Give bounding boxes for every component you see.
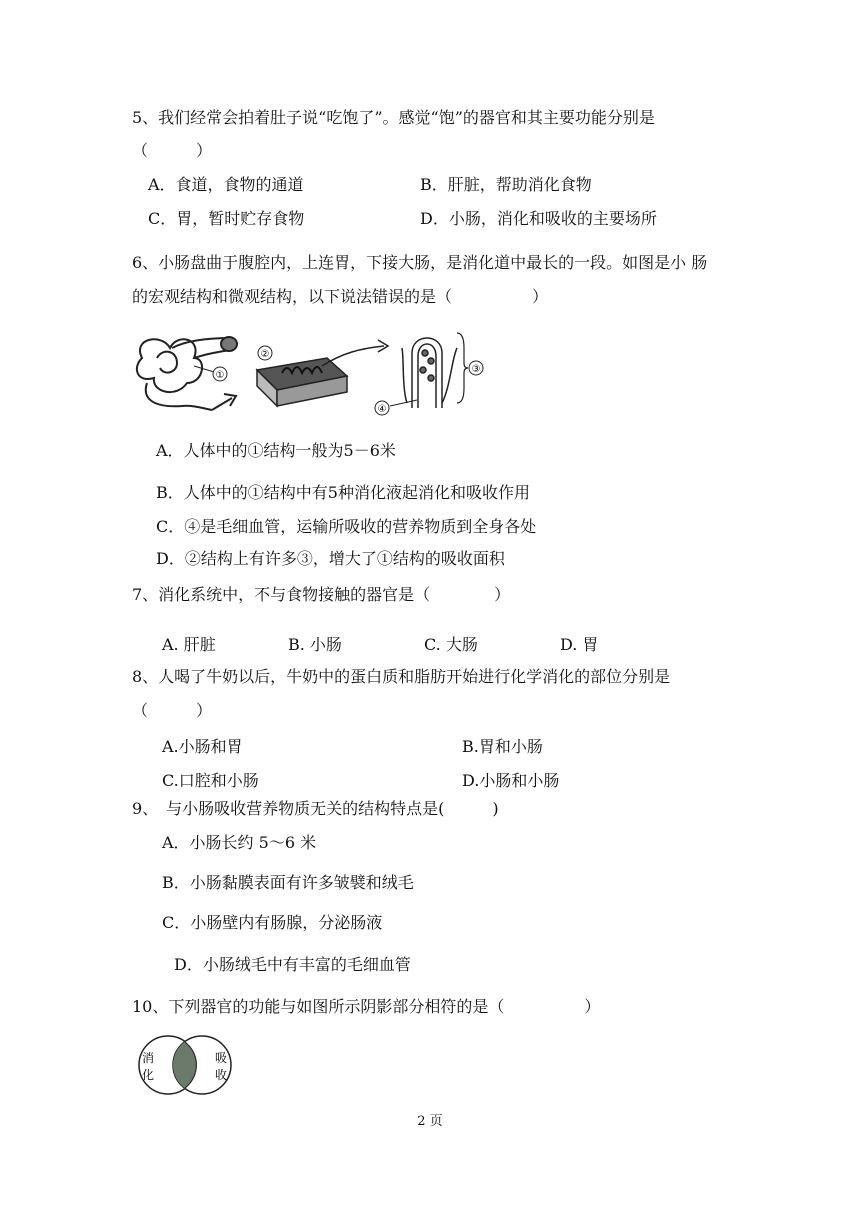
q9-option-a: A．小肠长约 5～6 米 xyxy=(162,833,317,852)
label-1-leader xyxy=(194,366,214,372)
q9-option-c: C．小肠壁内有肠腺，分泌肠液 xyxy=(162,913,383,932)
q8-option-d: D.小肠和小肠 xyxy=(462,771,560,790)
q10-stem: 10、下列器官的功能与如图所示阴影部分相符的是（ ） xyxy=(132,997,601,1016)
villus-drawing xyxy=(402,338,457,408)
q8-option-c: C.口腔和小肠 xyxy=(162,771,259,790)
q6-option-a: A．人体中的①结构一般为5－6米 xyxy=(156,441,396,460)
venn-right-char-1: 吸 xyxy=(214,1051,228,1065)
q8-stem-line2: （ ） xyxy=(132,701,213,720)
q7-stem: 7、消化系统中，不与食物接触的器官是（ ） xyxy=(132,585,511,604)
q7-option-d: D. 胃 xyxy=(560,635,599,654)
q7-option-b: B. 小肠 xyxy=(288,635,342,654)
q8-option-a: A.小肠和胃 xyxy=(162,737,243,756)
q6-option-d: D．②结构上有许多③，增大了①结构的吸收面积 xyxy=(156,549,505,568)
q9-stem: 9、 与小肠吸收营养物质无关的结构特点是( ) xyxy=(132,799,499,818)
q5-option-b: B．肝脏，帮助消化食物 xyxy=(420,175,592,194)
q6-stem-line2: 的宏观结构和微观结构，以下说法错误的是（ ） xyxy=(132,287,549,306)
venn-right-char-2: 收 xyxy=(214,1068,228,1082)
label-2: ② xyxy=(260,349,270,360)
q7-option-c: C. 大肠 xyxy=(424,635,478,654)
villus-bracket xyxy=(457,333,468,403)
venn-left-char-1: 消 xyxy=(141,1051,155,1065)
q9-option-b: B．小肠黏膜表面有许多皱襞和绒毛 xyxy=(162,873,414,892)
label-4: ④ xyxy=(377,404,387,415)
q6-option-b: B．人体中的①结构中有5种消化液起消化和吸收作用 xyxy=(156,483,530,502)
mucosa-block-drawing xyxy=(257,358,347,406)
page-number: 2 页 xyxy=(417,1114,443,1129)
q8-option-b: B.胃和小肠 xyxy=(462,737,543,756)
q5-stem-line2: （ ） xyxy=(132,141,213,160)
label-4-leader xyxy=(390,400,417,406)
small-intestine-figure xyxy=(132,328,502,418)
q9-option-d: D．小肠绒毛中有丰富的毛细血管 xyxy=(174,955,411,974)
q6-stem-line1: 6、小肠盘曲于腹腔内，上连胃，下接大肠，是消化道中最长的一段。如图是小 肠 xyxy=(132,253,708,272)
q5-stem-line1: 5、我们经常会拍着肚子说“吃饱了”。感觉“饱”的器官和其主要功能分别是 xyxy=(132,108,655,127)
label-3: ③ xyxy=(471,364,481,375)
q6-option-c: C．④是毛细血管，运输所吸收的营养物质到全身各处 xyxy=(156,517,537,536)
label-1: ① xyxy=(215,370,225,381)
venn-diagram xyxy=(130,1034,240,1096)
q5-option-a: A．食道，食物的通道 xyxy=(148,175,304,194)
q7-option-a: A. 肝脏 xyxy=(162,635,216,654)
venn-left-char-2: 化 xyxy=(141,1068,155,1082)
q5-option-d: D．小肠，消化和吸收的主要场所 xyxy=(420,209,657,228)
q8-stem-line1: 8、人喝了牛奶以后，牛奶中的蛋白质和脂肪开始进行化学消化的部位分别是 xyxy=(132,667,671,686)
q5-option-c: C．胃，暂时贮存食物 xyxy=(148,209,305,228)
